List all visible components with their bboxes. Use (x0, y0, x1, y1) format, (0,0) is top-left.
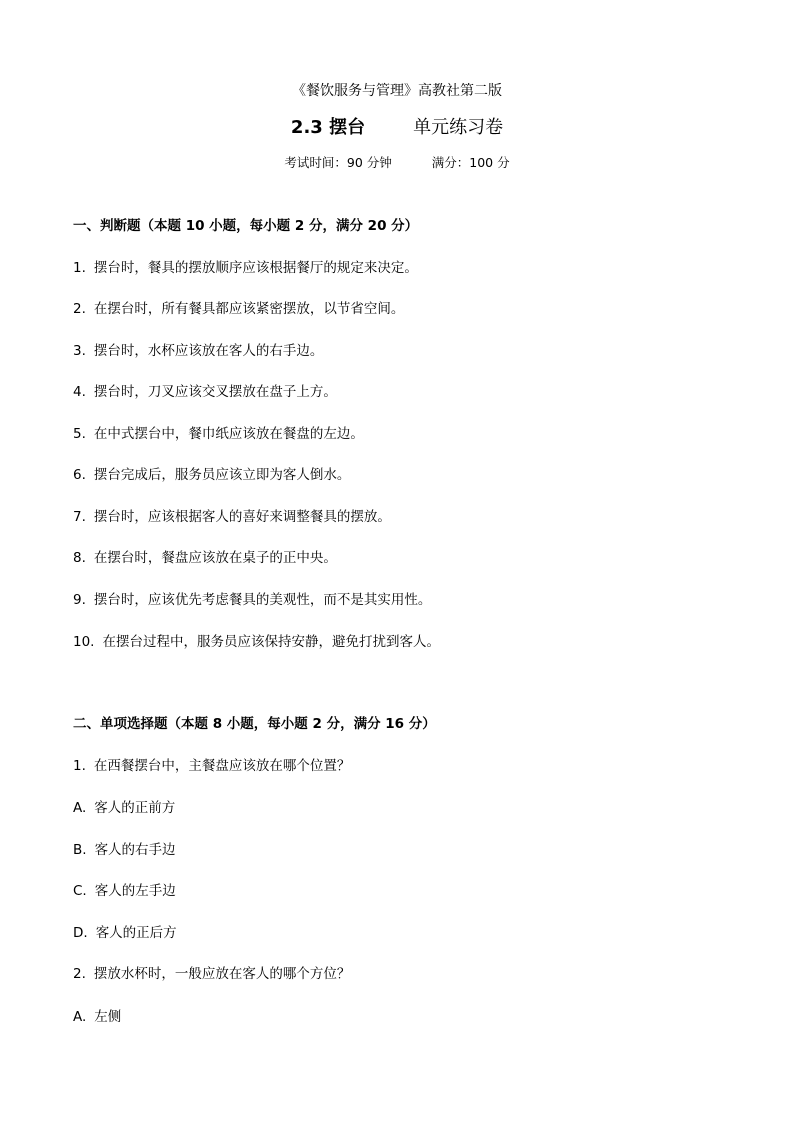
option-letter: A. (73, 1009, 87, 1025)
question-item (73, 262, 418, 276)
option-text: 客人的右手边 (94, 842, 176, 858)
section-heading-true-false: 一、判断题（本题 10 小题，每小题 2 分，满分 20 分） (73, 218, 419, 234)
question-item (73, 345, 323, 359)
option-letter: C. (73, 883, 87, 899)
page-title (0, 119, 794, 137)
question-text: 摆台时，应该优先考虑餐具的美观性，而不是其实用性。 (93, 592, 432, 608)
question-text: 在西餐摆台中，主餐盘应该放在哪个位置？ (93, 758, 351, 774)
question-item (73, 386, 337, 400)
option-item (73, 927, 177, 941)
question-number: 1. (73, 758, 86, 774)
question-number: 2. (73, 966, 86, 982)
question-text: 摆台时，应该根据客人的喜好来调整餐具的摆放。 (93, 509, 391, 525)
option-item (73, 1011, 121, 1025)
question-item (73, 469, 350, 483)
title-lesson: 2.3 摆台 (290, 117, 366, 138)
option-item (73, 885, 176, 899)
question-number: 10. (73, 634, 95, 650)
question-text: 摆台时，餐具的摆放顺序应该根据餐厅的规定来决定。 (93, 260, 418, 276)
question-text: 摆放水杯时，一般应放在客人的哪个方位？ (93, 966, 351, 982)
question-number: 9. (73, 592, 86, 608)
question-number: 7. (73, 509, 86, 525)
option-text: 左侧 (94, 1009, 122, 1025)
option-letter: B. (73, 842, 87, 858)
question-text: 在摆台时，餐盘应该放在桌子的正中央。 (93, 550, 337, 566)
question-text: 摆台时，水杯应该放在客人的右手边。 (93, 343, 324, 359)
question-item (73, 428, 364, 442)
question-item (73, 636, 440, 650)
question-item (73, 511, 391, 525)
question-item (73, 594, 431, 608)
question-number: 5. (73, 426, 86, 442)
question-text: 在摆台时，所有餐具都应该紧密摆放，以节省空间。 (93, 301, 405, 317)
question-number: 8. (73, 550, 86, 566)
title-unit: 单元练习卷 (413, 117, 504, 138)
option-item (73, 802, 175, 816)
question-text: 摆台时，刀叉应该交叉摆放在盘子上方。 (93, 384, 337, 400)
question-number: 4. (73, 384, 86, 400)
question-number: 1. (73, 260, 86, 276)
full-score: 满分：100 分 (431, 155, 510, 170)
section-heading-single-choice: 二、单项选择题（本题 8 小题，每小题 2 分，满分 16 分） (73, 716, 436, 732)
question-item (73, 303, 404, 317)
question-text: 摆台完成后，服务员应该立即为客人倒水。 (93, 467, 351, 483)
question-item (73, 968, 350, 982)
exam-time: 考试时间：90 分钟 (284, 155, 392, 170)
option-text: 客人的正前方 (94, 800, 176, 816)
question-number: 3. (73, 343, 86, 359)
question-number: 2. (73, 301, 86, 317)
question-item (73, 760, 350, 774)
question-text: 在摆台过程中，服务员应该保持安静，避免打扰到客人。 (102, 634, 440, 650)
option-letter: A. (73, 800, 87, 816)
option-item (73, 844, 176, 858)
option-text: 客人的左手边 (94, 883, 176, 899)
question-item (73, 552, 337, 566)
question-number: 6. (73, 467, 86, 483)
option-letter: D. (73, 925, 88, 941)
option-text: 客人的正后方 (95, 925, 177, 941)
textbook-subtitle: 《餐饮服务与管理》高教社第二版 (292, 83, 502, 99)
exam-meta (0, 157, 794, 170)
question-text: 在中式摆台中，餐巾纸应该放在餐盘的左边。 (93, 426, 364, 442)
